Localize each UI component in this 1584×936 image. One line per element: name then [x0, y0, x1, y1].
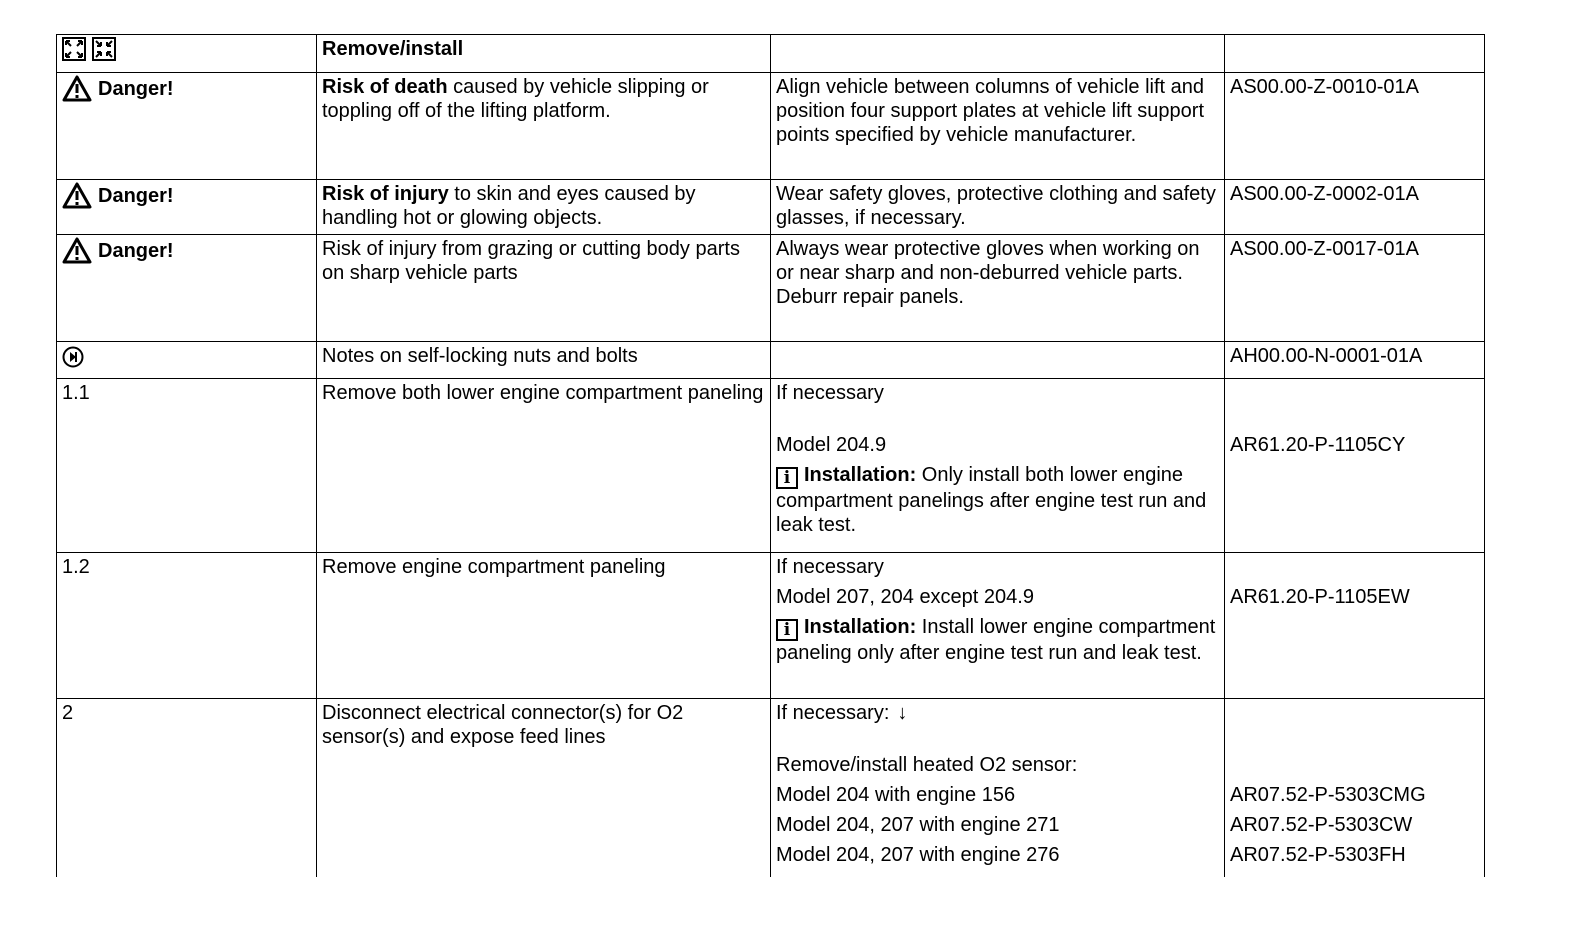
installation-note: i Installation: Only install both lower engine compartment panelings after engine test run and leak test.: [776, 464, 1207, 536]
model-text: Model 204 with engine 156: [776, 784, 1016, 806]
action-text: Align vehicle between columns of vehicle lift and position four support plates at vehicle lift support points specified by vehicle manufacturer.: [771, 73, 1225, 180]
model-text: Model 204, 207 with engine 276: [776, 844, 1060, 866]
installation-note: i Installation: Install lower engine compartment paneling only after engine test run and leak test.: [776, 616, 1216, 664]
table-row: [57, 379, 1485, 553]
procedure-table: [56, 34, 1485, 877]
reference-link[interactable]: AR07.52-P-5303CMG: [1230, 784, 1426, 806]
reference-link[interactable]: AS00.00-Z-0010-01A: [1225, 73, 1485, 180]
action-text: Always wear protective gloves when working on or near sharp and non-deburred vehicle parts.: [776, 238, 1200, 284]
info-icon: i: [776, 619, 798, 641]
reference-link[interactable]: AH00.00-N-0001-01A: [1225, 342, 1485, 379]
section-title: Remove/install: [317, 35, 771, 73]
reference-link[interactable]: AR61.20-P-1105EW: [1230, 586, 1410, 608]
model-text: Model 204, 207 with engine 271: [776, 814, 1060, 836]
risk-description: caused by vehicle slipping or toppling off of the lifting platform.: [322, 76, 709, 122]
table-row: [57, 180, 1485, 235]
step-description: Remove engine compartment paneling: [317, 553, 771, 699]
reference-link[interactable]: AS00.00-Z-0002-01A: [1225, 180, 1485, 235]
danger-label: Danger!: [62, 182, 311, 209]
action-text: Deburr repair panels.: [776, 286, 964, 308]
risk-title: Risk of injury: [322, 183, 449, 205]
risk-description: Risk of injury from grazing or cutting body parts on sharp vehicle parts: [317, 235, 771, 342]
table-row: [57, 699, 1485, 877]
reference-link[interactable]: AS00.00-Z-0017-01A: [1225, 235, 1485, 342]
warning-icon: [62, 182, 92, 209]
danger-label: Danger!: [62, 75, 311, 102]
reference-link[interactable]: AR61.20-P-1105CY: [1230, 434, 1406, 456]
condition-text: If necessary: [776, 382, 884, 404]
warning-icon: [62, 75, 92, 102]
self-locking-nut-icon: [62, 346, 84, 368]
collapse-icon[interactable]: [92, 37, 116, 61]
arrow-down-icon: ↓: [897, 702, 908, 724]
table-row: [57, 342, 1485, 379]
warning-icon: [62, 237, 92, 264]
step-description: Remove both lower engine compartment paneling: [317, 379, 771, 553]
risk-description: to skin and eyes caused by handling hot or glowing objects.: [322, 183, 696, 229]
table-row: [57, 235, 1485, 342]
info-icon: i: [776, 467, 798, 489]
step-number: 1.2: [57, 553, 317, 699]
reference-link[interactable]: AR07.52-P-5303CW: [1230, 814, 1413, 836]
step-number: 1.1: [57, 379, 317, 553]
table-header-row: [57, 35, 1485, 73]
condition-text: If necessary: [776, 556, 884, 578]
expand-icon[interactable]: [62, 37, 86, 61]
table-row: [57, 73, 1485, 180]
reference-link[interactable]: AR07.52-P-5303FH: [1230, 844, 1406, 866]
table-row: [57, 553, 1485, 699]
step-description: Disconnect electrical connector(s) for O2 sensor(s) and expose feed lines: [317, 699, 771, 877]
danger-label: Danger!: [62, 237, 311, 264]
condition-text: If necessary: ↓: [776, 702, 908, 724]
risk-title: Risk of death: [322, 76, 448, 98]
sub-title: Remove/install heated O2 sensor:: [776, 754, 1078, 776]
action-text: Wear safety gloves, protective clothing and safety glasses, if necessary.: [771, 180, 1225, 235]
model-text: Model 207, 204 except 204.9: [776, 586, 1034, 608]
step-number: 2: [57, 699, 317, 877]
model-text: Model 204.9: [776, 434, 887, 456]
note-text: Notes on self-locking nuts and bolts: [317, 342, 771, 379]
